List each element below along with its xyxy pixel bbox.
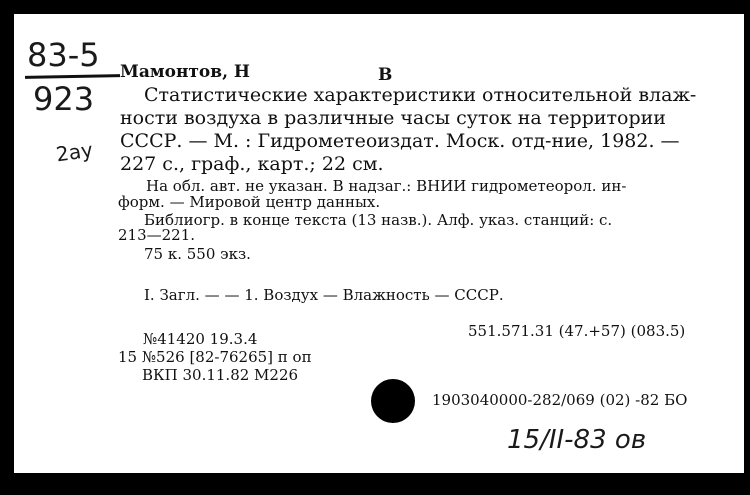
author-name: Мамонтов, Н — [120, 62, 250, 82]
registration-line: 15 №526 [82-76265] п оп — [118, 348, 312, 366]
shelf-mark-bottom: 923 — [33, 80, 95, 118]
index-code: 1903040000-282/069 (02) -82 БО — [432, 391, 688, 409]
shelf-mark-divider — [25, 74, 120, 79]
note-line-2: форм. — Мировой центр данных. — [118, 193, 381, 211]
order-number: №41420 19.3.4 — [143, 330, 258, 348]
card-border-left — [0, 0, 14, 495]
note-line-1: На обл. авт. не указан. В надзаг.: ВНИИ гидрометеорол. ин- — [146, 177, 627, 195]
handwritten-note-left: 2ау — [54, 137, 95, 167]
card-border-right — [744, 0, 750, 495]
card-border-bottom — [0, 473, 750, 495]
handwritten-date: 15/II-83 ов — [507, 425, 647, 455]
udc-code: 551.571.31 (47.+57) (083.5) — [468, 322, 686, 340]
title-line-4: 227 с., граф., карт.; 22 см. — [120, 153, 384, 175]
punch-hole — [371, 379, 415, 423]
shelf-mark-top: 83-5 — [27, 36, 100, 74]
note-line-4: 213—221. — [118, 226, 196, 244]
title-line-2: ности воздуха в различные часы суток на территории — [120, 107, 666, 129]
title-line-1: Статистические характеристики относительной влаж- — [144, 84, 697, 106]
vkp-line: ВКП 30.11.82 М226 — [142, 366, 299, 384]
subject-headings: I. Загл. — — 1. Воздух — Влажность — СССР. — [144, 286, 504, 304]
price-and-copies: 75 к. 550 экз. — [144, 245, 251, 263]
note-line-3: Библиогр. в конце текста (13 назв.). Алф. указ. станций: с. — [144, 211, 613, 229]
title-line-3: СССР. — М. : Гидрометеоиздат. Моск. отд-ние, 1982. — — [120, 130, 680, 152]
catalog-letter: В — [378, 65, 393, 85]
card-border-top — [0, 0, 750, 14]
